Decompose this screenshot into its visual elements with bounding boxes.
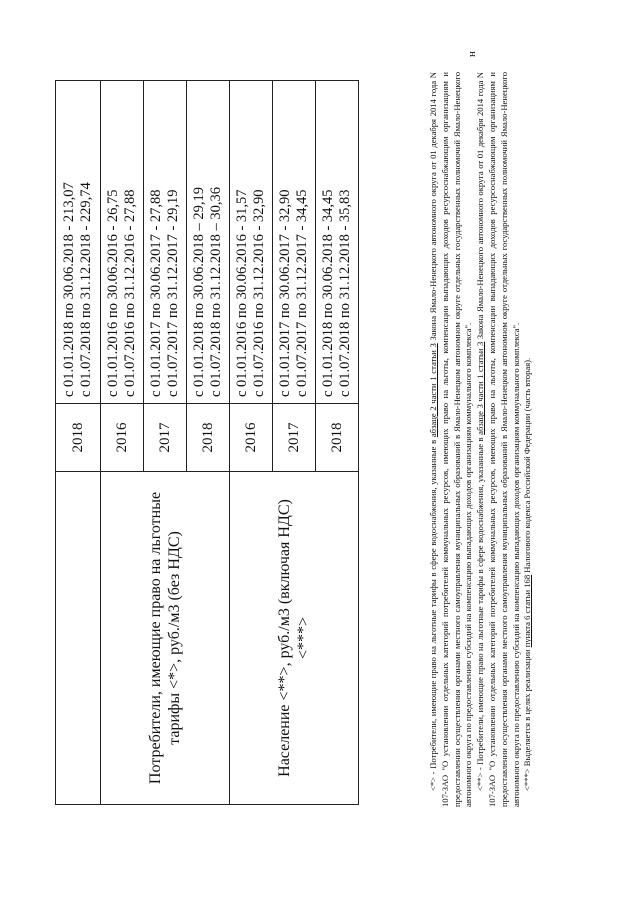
- year-cell: 2016: [101, 404, 144, 472]
- period-line: с 01.01.2016 по 30.06.2016 - 26,75: [105, 189, 121, 397]
- footnote-2: <**> - Потребители, имеющие право на льготные тарифы в сфере водоснабжения, указанные в абзаце 3 части 1 статьи 3 Закона Ямало-Ненецкого автономного округа от 01 декабря 2014 года N 107-ЗАО "О установлении отдельных категорий потребителей коммунальных ресурсов, имеющих право на льготы, компенсации выпадающих доходов ресурсоснабжающим организациям и предоставлении осуществления органами местного самоуправления муниципальных образований в Ямало-Ненецком автономном округе отдельных государственных полномочий Ямало-Ненецкого автономного округа по предоставлению субсидий на компенсацию выпадающих доходов организациям коммунального комплекса".: [475, 71, 521, 807]
- page-mark: н: [466, 51, 478, 57]
- period-cell: [144, 81, 187, 404]
- footnote-link[interactable]: абзаце 3 части 1 статьи 3: [475, 341, 486, 435]
- period-cell: [187, 81, 230, 404]
- period-cell: [101, 81, 144, 404]
- footnote-1: <*> - Потребители, имеющие право на льготные тарифы в сфере водоснабжения, указанные в абзаце 2 части 1 статьи 3 Закона Ямало-Ненецкого автономного округа от 01 декабря 2014 года N 107-ЗАО "О установлении отдельных категорий потребителей коммунальных ресурсов, имеющих право на льготы, компенсации выпадающих доходов ресурсоснабжающим организациям и предоставлении осуществления органами местного самоуправления муниципальных образований в Ямало-Ненецком автономном округе отдельных государственных полномочий Ямало-Ненецкого автономного округа по предоставлению субсидий на компенсацию выпадающих доходов организациям коммунального комплекса".: [428, 72, 474, 807]
- period-line: с 01.01.2017 по 30.06.2017 - 32,90: [277, 189, 293, 397]
- period-cell: [230, 81, 273, 404]
- period-line: с 01.01.2016 по 30.06.2016 - 31,57: [234, 189, 250, 397]
- footnote-link[interactable]: абзаце 2 части 1 статьи 3: [428, 343, 438, 438]
- period-line: с 01.07.2018 по 31.12.2018 - 229,74: [78, 182, 94, 397]
- table-row: [56, 81, 101, 805]
- consumer-cell-preferential: Потребители, имеющие право на льготные тарифы <*>, руб./м3 (без НДС): [101, 472, 230, 805]
- period-cell: [316, 81, 359, 404]
- year-cell: 2016: [230, 404, 273, 472]
- period-line: с 01.07.2018 по 31.12.2018 - 35,83: [337, 189, 353, 397]
- footnote-link[interactable]: пункта 6 статьи 168: [522, 574, 533, 648]
- consumer-cell-empty: [56, 472, 101, 805]
- consumer-cell-population: Население <**>, руб./м3 (включая НДС) <***>: [230, 472, 359, 805]
- period-line: с 01.07.2017 по 31.12.2017 - 29,19: [165, 189, 181, 397]
- year-cell: 2018: [316, 404, 359, 472]
- period-line: с 01.01.2017 по 30.06.2017 - 27,88: [148, 189, 164, 397]
- table-row: [101, 81, 144, 805]
- period-line: с 01.07.2016 по 31.12.2016 - 32,90: [251, 189, 267, 397]
- tariff-table: [55, 80, 359, 805]
- footnote-3: <***> Выделяется в целях реализации пункта 6 статьи 168 Налогового кодекса Российской Федерации (часть вторая).: [522, 357, 533, 791]
- year-cell: 2017: [144, 404, 187, 472]
- footnotes: [428, 72, 534, 807]
- period-line: с 01.01.2018 по 30.06.2018 - 34,45: [320, 189, 336, 397]
- table-row: [230, 81, 273, 805]
- period-line: с 01.07.2016 по 31.12.2016 - 27,88: [122, 189, 138, 397]
- period-line: с 01.01.2018 по 30.06.2018 - 213,07: [61, 182, 77, 397]
- period-cell: [56, 81, 101, 404]
- year-cell: 2018: [187, 404, 230, 472]
- period-line: с 01.07.2017 по 31.12.2017 - 34,45: [294, 189, 310, 397]
- year-cell: 2017: [273, 404, 316, 472]
- period-line: с 01.07.2018 по 31.12.2018 – 30,36: [208, 187, 224, 397]
- year-cell: 2018: [56, 404, 101, 472]
- period-cell: [273, 81, 316, 404]
- period-line: с 01.01.2018 по 30.06.2018 – 29,19: [191, 187, 207, 397]
